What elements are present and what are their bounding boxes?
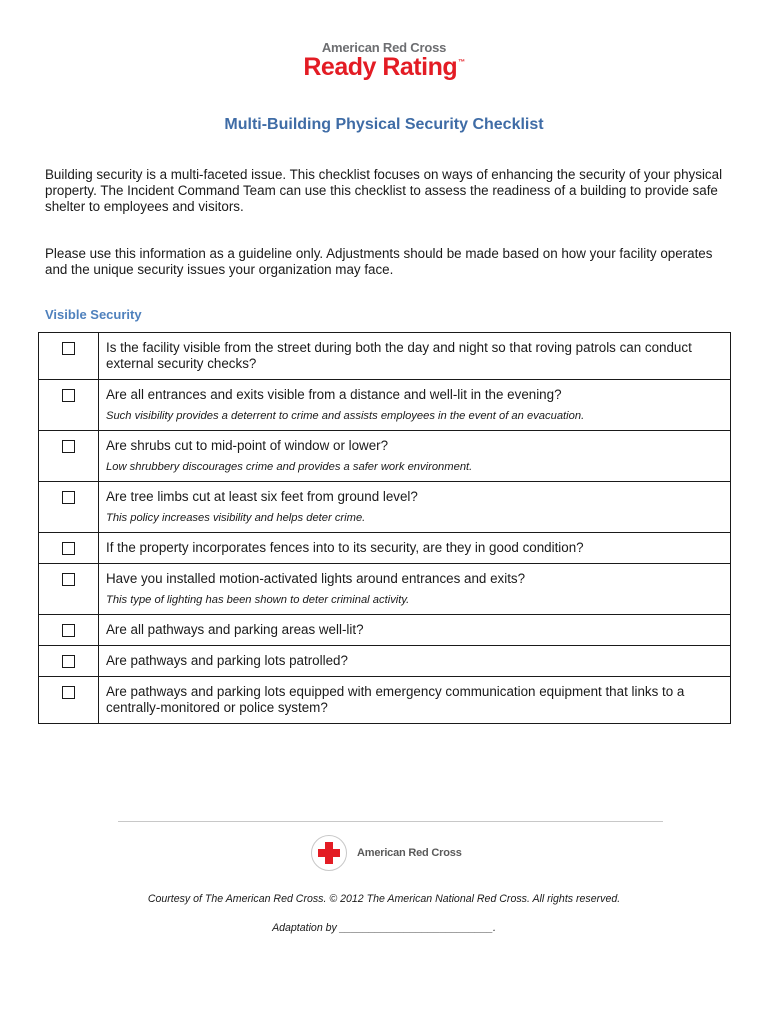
trademark-symbol: ™ (458, 59, 465, 66)
adaptation-line: Adaptation by __________________________. (272, 922, 496, 934)
checklist-note: This policy increases visibility and helps deter crime. (106, 512, 366, 524)
logo-program-name (0, 53, 768, 82)
question-cell (99, 431, 731, 482)
checklist-row (39, 564, 731, 615)
red-cross-icon (311, 835, 347, 871)
intro-paragraph-1: Building security is a multi-faceted issue. This checklist focuses on ways of enhancing the security of your physical property. The Incident Command Team can use this checklist to assess the readiness of a building to provide safe shelter to employees and visitors. (45, 167, 723, 214)
checklist-question: If the property incorporates fences into to its security, are they in good condition? (106, 540, 584, 555)
checklist-question: Have you installed motion-activated lights around entrances and exits? (106, 571, 526, 586)
checklist-note: Low shrubbery discourages crime and provides a safer work environment. (106, 461, 473, 473)
checkbox-cell (39, 564, 99, 615)
checklist-note: Such visibility provides a deterrent to crime and assists employees in the event of an evacuation. (106, 410, 585, 422)
checkbox-cell (39, 677, 99, 724)
checklist-note: This type of lighting has been shown to deter criminal activity. (106, 594, 410, 606)
checklist-checkbox[interactable] (62, 573, 75, 586)
checklist-question: Are pathways and parking lots equipped with emergency communication equipment that links to a centrally-monitored or police system? (106, 684, 685, 715)
question-cell (99, 380, 731, 431)
question-cell (99, 646, 731, 677)
checkbox-cell (39, 431, 99, 482)
logo-program-text: Ready Rating (303, 53, 458, 81)
checklist-checkbox[interactable] (62, 389, 75, 402)
section-heading: Visible Security (45, 307, 142, 322)
checklist-row (39, 380, 731, 431)
checklist-question: Are tree limbs cut at least six feet from ground level? (106, 489, 418, 504)
checkbox-cell (39, 380, 99, 431)
checklist-row (39, 482, 731, 533)
footer-red-cross-logo (311, 835, 462, 871)
checklist-row (39, 431, 731, 482)
question-cell (99, 482, 731, 533)
checkbox-cell (39, 615, 99, 646)
checklist-row (39, 333, 731, 380)
checklist-row (39, 677, 731, 724)
footer-org-name: American Red Cross (357, 847, 462, 859)
checklist-checkbox[interactable] (62, 440, 75, 453)
question-cell (99, 333, 731, 380)
intro-paragraph-2: Please use this information as a guideline only. Adjustments should be made based on how your facility operates and the unique security issues your organization may face. (45, 246, 713, 277)
checkbox-cell (39, 646, 99, 677)
checklist-question: Is the facility visible from the street during both the day and night so that roving patrols can conduct external security checks? (106, 340, 692, 371)
checklist-checkbox[interactable] (62, 686, 75, 699)
checklist-table (38, 332, 731, 724)
question-cell (99, 533, 731, 564)
checklist-row (39, 646, 731, 677)
checklist-question: Are shrubs cut to mid-point of window or lower? (106, 438, 389, 453)
checklist-checkbox[interactable] (62, 624, 75, 637)
checklist-row (39, 533, 731, 564)
checkbox-cell (39, 482, 99, 533)
checklist-question: Are all entrances and exits visible from a distance and well-lit in the evening? (106, 387, 562, 402)
checkbox-cell (39, 533, 99, 564)
question-cell (99, 677, 731, 724)
checklist-question: Are all pathways and parking areas well-lit? (106, 622, 364, 637)
checklist-checkbox[interactable] (62, 342, 75, 355)
checklist-row (39, 615, 731, 646)
footer-divider (118, 821, 663, 822)
checkbox-cell (39, 333, 99, 380)
courtesy-text: Courtesy of The American Red Cross. © 2012 The American National Red Cross. All rights reserved. (147, 893, 621, 905)
checklist-question: Are pathways and parking lots patrolled? (106, 653, 348, 668)
logo-org-name: American Red Cross (321, 40, 447, 55)
question-cell (99, 564, 731, 615)
checklist-checkbox[interactable] (62, 655, 75, 668)
ready-rating-logo (0, 40, 768, 82)
page-title: Multi-Building Physical Security Checklist (224, 116, 544, 133)
checklist-checkbox[interactable] (62, 542, 75, 555)
question-cell (99, 615, 731, 646)
checklist-checkbox[interactable] (62, 491, 75, 504)
